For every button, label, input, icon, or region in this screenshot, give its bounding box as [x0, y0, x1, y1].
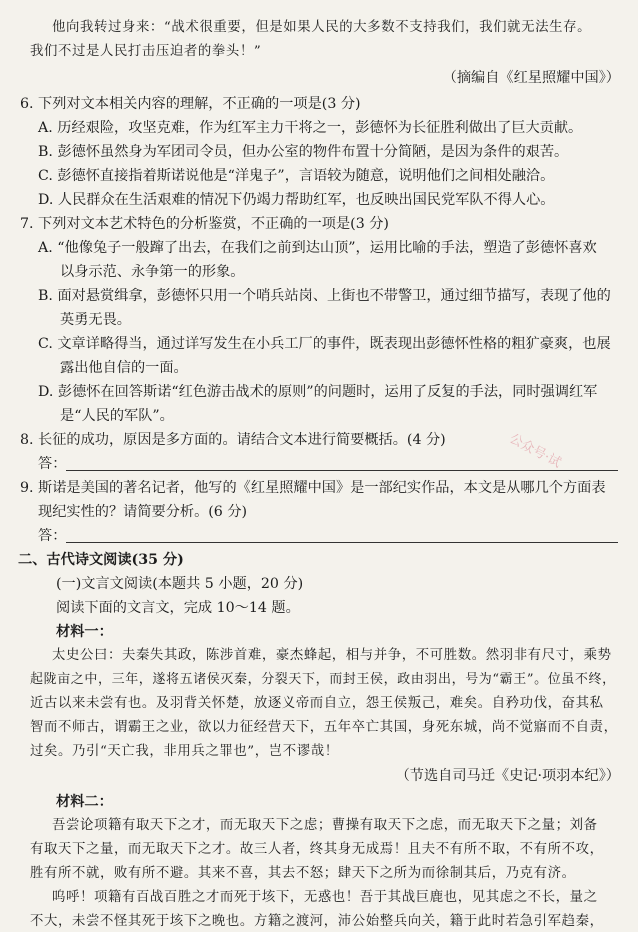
question-9-stem-cont: 现纪实性的？请简要分析。(6 分) [38, 504, 248, 520]
question-6-stem: 6. 下列对文本相关内容的理解，不正确的一项是(3 分) [20, 96, 361, 112]
q8-answer-line[interactable] [66, 470, 618, 471]
material-2-line: 有取天下之量，而无取天下之才。故三人者，终其身无成焉！且夫不有所不取，不有所不攻， [30, 842, 604, 857]
q7-option-c: C. 文章详略得当，通过详写发生在小兵工厂的事件，既表现出彭德怀性格的粗犷豪爽，也展 [38, 336, 611, 352]
material-1-source: （节选自司马迁《史记·项羽本纪》） [395, 768, 620, 784]
watermark: 公众号·试 [506, 431, 564, 472]
question-7-stem: 7. 下列对文本艺术特色的分析鉴赏，不正确的一项是(3 分) [20, 216, 389, 232]
material-2-line: 胜有所不就，败有所不避。其来不喜，其去不怒；肆天下之所为而徐制其后，乃克有济。 [30, 866, 576, 881]
section-2-subtitle: (一)文言文阅读(本题共 5 小题，20 分) [56, 576, 304, 592]
q7-option-a-cont: 以身示范、永争第一的形象。 [60, 264, 245, 280]
question-8-stem: 8. 长征的成功，原因是多方面的。请结合文本进行简要概括。(4 分) [20, 432, 446, 448]
material-1-line: 近古以来未尝有也。及羽背关怀楚，放逐义帝而自立，怨王侯叛己，难矣。自矜功伐，奋其私 [30, 696, 604, 711]
section-2-title: 二、古代诗文阅读(35 分) [18, 552, 184, 568]
q6-option-d: D. 人民群众在生活艰难的情况下仍竭力帮助红军，也反映出国民党军队不得人心。 [38, 192, 555, 208]
q7-option-c-cont: 露出他自信的一面。 [60, 360, 188, 376]
passage-source: （摘编自《红星照耀中国》） [442, 70, 620, 86]
material-1-line: 智而不师古，谓霸王之业，欲以力征经营天下，五年卒亡其国，身死东城，尚不觉寤而不自责， [30, 720, 618, 735]
q6-option-c: C. 彭德怀直接指着斯诺说他是“洋鬼子”，言语较为随意，说明他们之间相处融洽。 [38, 168, 555, 184]
q7-option-b-cont: 英勇无畏。 [60, 312, 131, 328]
q6-option-b: B. 彭德怀虽然身为军团司令员，但办公室的物件布置十分简陋，是因为条件的艰苦。 [38, 144, 569, 160]
q9-answer-line[interactable] [66, 542, 618, 543]
material-1-label: 材料一： [56, 624, 113, 640]
material-1-line: 过矣。乃引“天亡我，非用兵之罪也”，岂不谬哉！ [30, 744, 339, 759]
q7-option-b: B. 面对悬赏缉拿，彭德怀只用一个哨兵站岗、上街也不带警卫，通过细节描写，表现了他的 [38, 288, 611, 304]
q7-option-a: A. “他像兔子一般蹿了出去，在我们之前到达山顶”，运用比喻的手法，塑造了彭德怀喜欢 [38, 240, 597, 256]
q8-answer-label: 答： [38, 456, 67, 472]
q7-option-d-cont: 是“人民的军队”。 [60, 408, 174, 424]
q9-answer-label: 答： [38, 528, 67, 544]
material-2-line: 不大，未尝不怪其死于垓下之晚也。方籍之渡河，沛公始整兵向关，籍于此时若急引军趋秦， [30, 914, 604, 929]
q7-option-d: D. 彭德怀在回答斯诺“红色游击战术的原则”的问题时，运用了反复的手法，同时强调红军 [38, 384, 598, 400]
material-2-line: 吾尝论项籍有取天下之才，而无取天下之虑；曹操有取天下之虑，而无取天下之量；刘备 [52, 818, 598, 833]
passage-line: 他向我转过身来：“战术很重要，但是如果人民的大多数不支持我们，我们就无法生存。 [52, 20, 592, 35]
q6-option-a: A. 历经艰险，攻坚克难，作为红军主力干将之一，彭德怀为长征胜利做出了巨大贡献。 [38, 120, 583, 136]
material-2-line: 呜呼！项籍有百战百胜之才而死于垓下，无惑也！吾于其战巨鹿也，见其虑之不长，量之 [52, 890, 598, 905]
section-2-instruction: 阅读下面的文言文，完成 10～14 题。 [56, 600, 300, 616]
material-1-line: 太史公曰：夫秦失其政，陈涉首难，豪杰蜂起，相与并争，不可胜数。然羽非有尺寸，乘势 [52, 648, 612, 663]
question-9-stem: 9. 斯诺是美国的著名记者，他写的《红星照耀中国》是一部纪实作品，本文是从哪几个方面表 [20, 480, 606, 496]
material-2-label: 材料二： [56, 794, 113, 810]
passage-line: 我们不过是人民打击压迫者的拳头！” [30, 44, 262, 59]
material-1-line: 起陇亩之中，三年，遂将五诸侯灭秦，分裂天下，而封王侯，政由羽出，号为“霸王”。位虽不终， [30, 672, 616, 687]
